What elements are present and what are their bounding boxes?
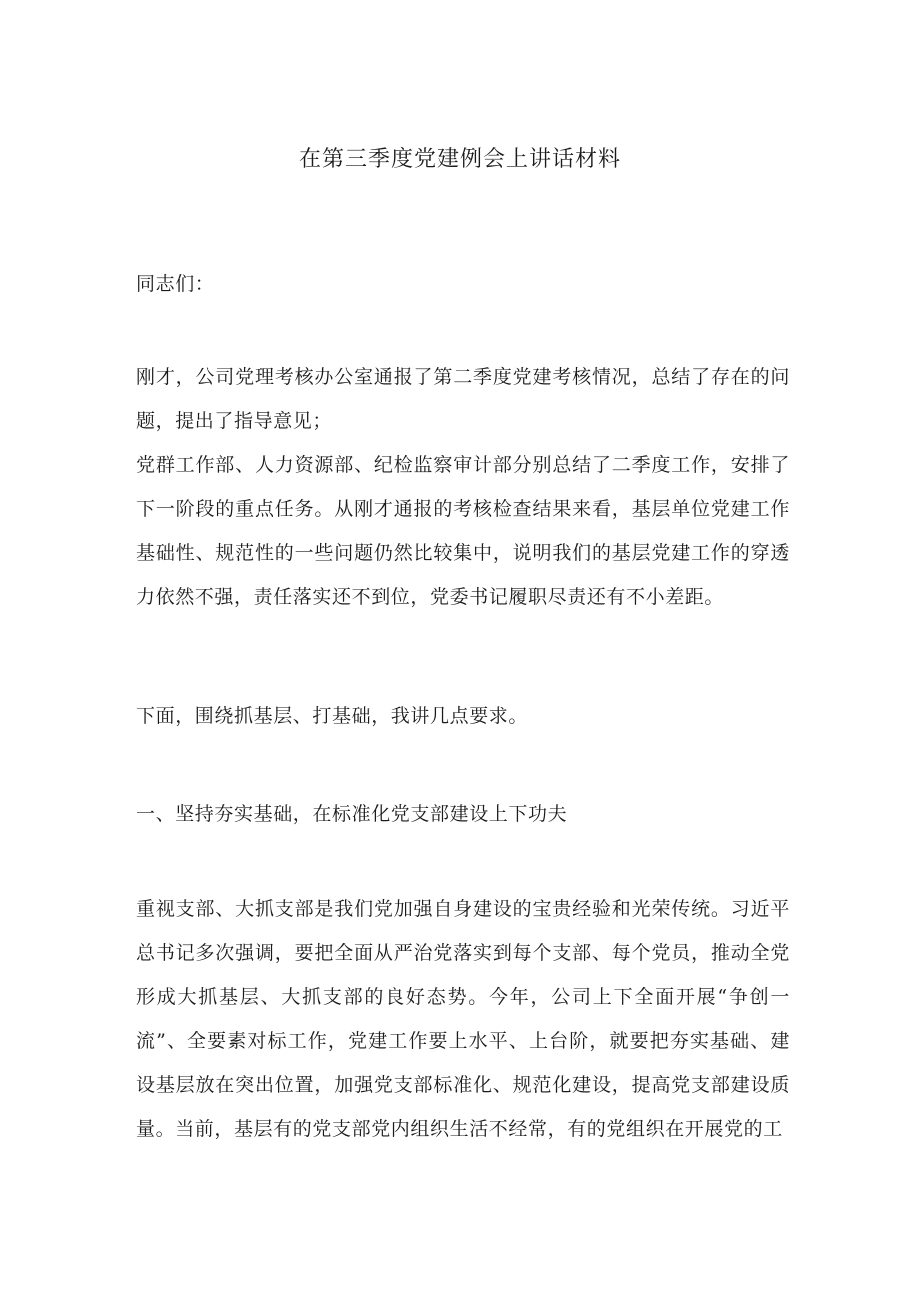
paragraph-opening: 刚才，公司党理考核办公室通报了第二季度党建考核情况，总结了存在的问题，提出了指导意见； (136, 366, 790, 432)
document-title: 在第三季度党建例会上讲话材料 (298, 147, 621, 172)
paragraph-summary: 党群工作部、人力资源部、纪检监察审计部分别总结了二季度工作，安排了下一阶段的重点任务。从刚才通报的考核检查结果来看，基层单位党建工作基础性、规范性的一些问题仍然比较集中，说明我们的基层党建工作的穿透力依然不强，责任落实还不到位，党委书记履职尽责还有不小差距。 (136, 454, 790, 608)
section-heading-1: 一、坚持夯实基础，在标准化党支部建设上下功夫 (136, 803, 568, 825)
paragraph-section-1: 重视支部、大抓支部是我们党加强自身建设的宝贵经验和光荣传统。习近平总书记多次强调，要把全面从严治党落实到每个支部、每个党员，推动全党形成大抓基层、大抓支部的良好态势。今年，公司上下全面开展“争创一流”、全要素对标工作，党建工作要上水平、上台阶，就要把夯实基础、建设基层放在突出位置，加强党支部标准化、规范化建设，提高党支部建设质量。当前，基层有的党支部党内组织生活不经常，有的党组织在开展党的工 (136, 898, 790, 1140)
paragraph-transition: 下面，围绕抓基层、打基础，我讲几点要求。 (136, 705, 529, 727)
greeting: 同志们： (136, 273, 215, 295)
